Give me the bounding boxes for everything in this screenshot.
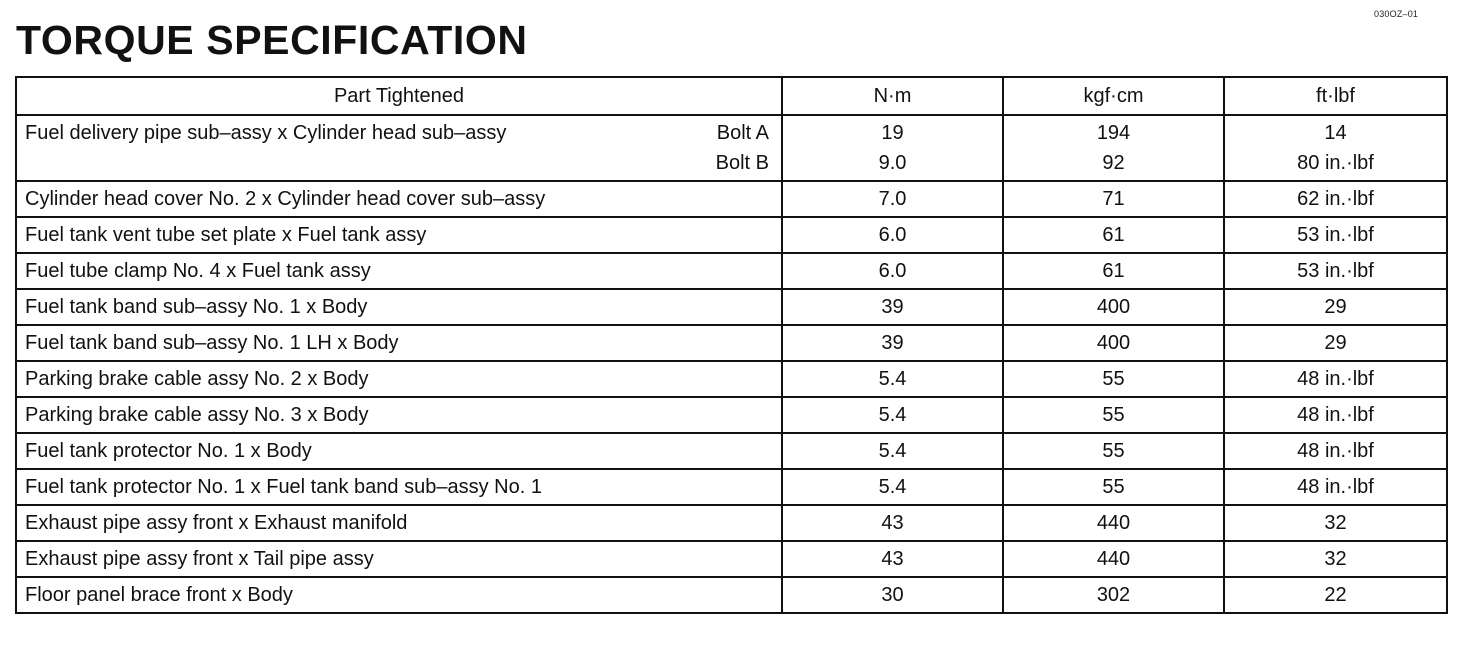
ftlbf-cell: 32 <box>1224 505 1447 541</box>
table-header-row <box>16 77 1447 115</box>
part-cell: Exhaust pipe assy front x Tail pipe assy <box>16 541 782 577</box>
document-code: 030OZ–01 <box>1374 9 1419 19</box>
nm-cell: 5.4 <box>782 361 1003 397</box>
part-cell: Parking brake cable assy No. 2 x Body <box>16 361 782 397</box>
table-row <box>16 469 1447 505</box>
table-row <box>16 115 1447 181</box>
column-header-nm: N·m <box>782 77 1003 115</box>
kgfcm-cell: 440 <box>1003 541 1224 577</box>
ftlbf-value: 80 in.·lbf <box>1297 152 1374 174</box>
page-title: TORQUE SPECIFICATION <box>16 17 528 63</box>
torque-spec-table <box>15 76 1448 614</box>
nm-cell: 7.0 <box>782 181 1003 217</box>
kgfcm-cell: 55 <box>1003 469 1224 505</box>
kgfcm-cell: 61 <box>1003 217 1224 253</box>
nm-cell <box>782 115 1003 181</box>
nm-cell: 43 <box>782 505 1003 541</box>
nm-cell: 43 <box>782 541 1003 577</box>
table-row <box>16 397 1447 433</box>
ftlbf-value: 14 <box>1324 122 1347 144</box>
kgfcm-cell: 302 <box>1003 577 1224 613</box>
nm-cell: 6.0 <box>782 217 1003 253</box>
kgfcm-cell: 61 <box>1003 253 1224 289</box>
kgfcm-cell: 55 <box>1003 397 1224 433</box>
ftlbf-cell: 29 <box>1224 289 1447 325</box>
ftlbf-cell: 62 in.·lbf <box>1224 181 1447 217</box>
part-cell: Fuel tank protector No. 1 x Body <box>16 433 782 469</box>
table-row <box>16 289 1447 325</box>
kgfcm-cell: 440 <box>1003 505 1224 541</box>
part-cell: Fuel tank band sub–assy No. 1 x Body <box>16 289 782 325</box>
ftlbf-cell: 29 <box>1224 325 1447 361</box>
nm-value: 9.0 <box>878 152 907 174</box>
table-row <box>16 217 1447 253</box>
nm-cell: 6.0 <box>782 253 1003 289</box>
table-row <box>16 253 1447 289</box>
ftlbf-cell <box>1224 115 1447 181</box>
kgfcm-value: 92 <box>1102 152 1125 174</box>
column-header-part: Part Tightened <box>16 77 782 115</box>
ftlbf-cell: 32 <box>1224 541 1447 577</box>
kgfcm-cell: 55 <box>1003 361 1224 397</box>
kgfcm-cell <box>1003 115 1224 181</box>
part-cell <box>16 115 782 181</box>
table-row <box>16 325 1447 361</box>
column-header-ftlbf: ft·lbf <box>1224 77 1447 115</box>
nm-cell: 30 <box>782 577 1003 613</box>
part-cell: Parking brake cable assy No. 3 x Body <box>16 397 782 433</box>
part-cell: Cylinder head cover No. 2 x Cylinder head cover sub–assy <box>16 181 782 217</box>
ftlbf-cell: 48 in.·lbf <box>1224 361 1447 397</box>
ftlbf-cell: 48 in.·lbf <box>1224 397 1447 433</box>
table-row <box>16 361 1447 397</box>
nm-cell: 5.4 <box>782 397 1003 433</box>
ftlbf-cell: 22 <box>1224 577 1447 613</box>
nm-cell: 5.4 <box>782 433 1003 469</box>
table-row <box>16 577 1447 613</box>
table-row <box>16 505 1447 541</box>
part-cell: Fuel tank protector No. 1 x Fuel tank band sub–assy No. 1 <box>16 469 782 505</box>
part-cell: Fuel tank vent tube set plate x Fuel tank assy <box>16 217 782 253</box>
nm-cell: 5.4 <box>782 469 1003 505</box>
kgfcm-cell: 400 <box>1003 325 1224 361</box>
bolt-label: Bolt A <box>716 122 769 144</box>
part-cell: Floor panel brace front x Body <box>16 577 782 613</box>
part-cell: Exhaust pipe assy front x Exhaust manifold <box>16 505 782 541</box>
table-row <box>16 541 1447 577</box>
kgfcm-cell: 71 <box>1003 181 1224 217</box>
nm-cell: 39 <box>782 325 1003 361</box>
ftlbf-cell: 53 in.·lbf <box>1224 253 1447 289</box>
table-row <box>16 433 1447 469</box>
column-header-kgfcm: kgf·cm <box>1003 77 1224 115</box>
kgfcm-value: 194 <box>1096 122 1131 144</box>
nm-value: 19 <box>881 122 904 144</box>
part-name: Fuel delivery pipe sub–assy x Cylinder head sub–assy <box>25 122 507 144</box>
kgfcm-cell: 55 <box>1003 433 1224 469</box>
nm-cell: 39 <box>782 289 1003 325</box>
ftlbf-cell: 53 in.·lbf <box>1224 217 1447 253</box>
part-cell: Fuel tube clamp No. 4 x Fuel tank assy <box>16 253 782 289</box>
kgfcm-cell: 400 <box>1003 289 1224 325</box>
part-cell: Fuel tank band sub–assy No. 1 LH x Body <box>16 325 782 361</box>
table-row <box>16 181 1447 217</box>
bolt-label: Bolt B <box>715 152 769 174</box>
ftlbf-cell: 48 in.·lbf <box>1224 469 1447 505</box>
ftlbf-cell: 48 in.·lbf <box>1224 433 1447 469</box>
